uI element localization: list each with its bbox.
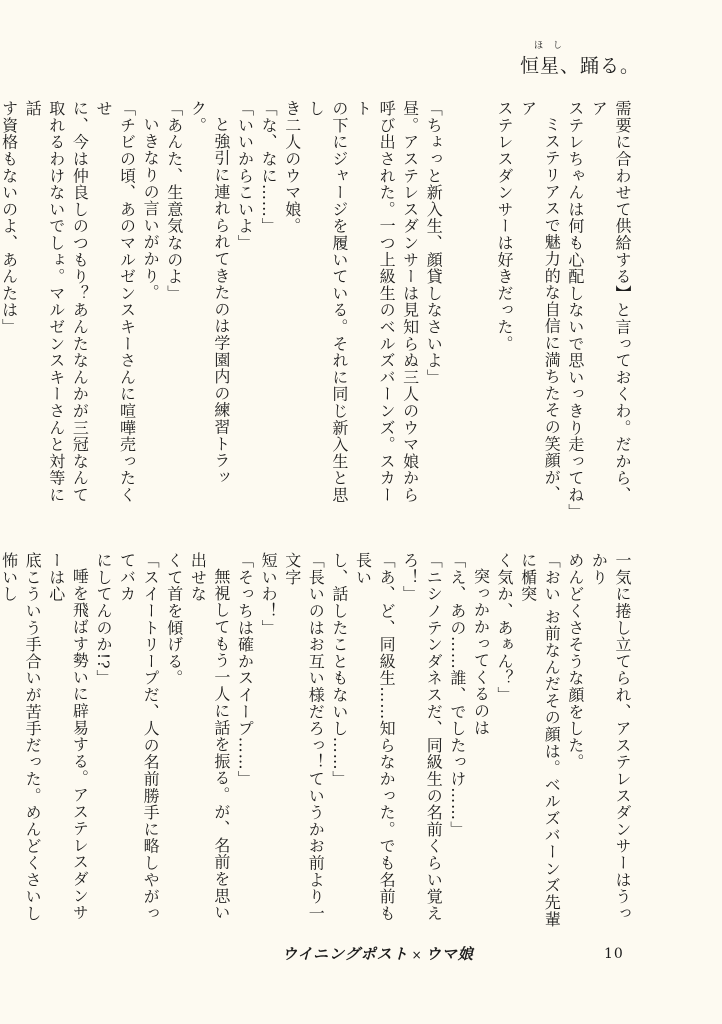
text-column: 昼。アステレスダンサーは見知らぬ三人のウマ娘から [400, 100, 420, 504]
text-column: 短いわ！」 [259, 552, 279, 636]
lower-text-block [0, 552, 634, 934]
text-column: ステレちゃんは何も心配しないで思いっきり走ってね」 [565, 100, 585, 520]
text-column: 「いいからこいよ」 [235, 100, 255, 252]
text-column: 突っかかってくるのは [471, 568, 491, 736]
text-column: し、話したこともないし……」 [329, 552, 349, 788]
text-column: 「ちょっと新入生、顔貸しなさいよ」 [424, 100, 444, 386]
text-column: 取れるわけないでしょ。マルゼンスキーさんと対等に話 [23, 100, 66, 504]
chapter-title-text: 恒星、踊る。 [520, 55, 641, 77]
text-column: く気か、あぁん？」 [495, 552, 515, 704]
text-column: 底こういう手合いが苦手だった。めんどくさいし怖いし [0, 552, 43, 922]
text-column: 一気に捲し立てられ、アステレスダンサーはうっかり [589, 552, 632, 922]
text-column: 「ニシノテンダネスだ、同級生の名前くらい覚えろ！」 [400, 552, 444, 922]
text-column: 唾を飛ばす勢いに辟易する。アステレスダンサーは心 [46, 552, 90, 921]
text-column: にしてんのか!?」 [93, 552, 113, 687]
logo-winning-post: ウイニングポスト [282, 945, 409, 963]
text-column: と強引に連れられてきたのは学園内の練習トラック。 [188, 100, 231, 486]
text-column: 「チビの頃、あのマルゼンスキーさんに喧嘩売ったくせ [93, 100, 137, 504]
text-column: 「スイートリープだ、人の名前勝手に略しやがってバカ [117, 552, 161, 922]
text-column: 「な、なに……」 [259, 100, 279, 235]
upper-text-block [0, 100, 634, 520]
logo-separator: × [411, 948, 423, 962]
text-column: 無視してもう一人に話を振る。が、名前を思い出せな [188, 552, 231, 921]
text-column: めんどくさそうな顔をした。 [565, 552, 585, 771]
text-column: 「長いのはお互い様だろっ！ていうかお前より一文字 [282, 552, 326, 922]
text-column: 呼び出された。一つ上級生のベルズバーンズ。スカート [353, 100, 397, 504]
text-column: ステレスダンサーは好きだった。 [495, 100, 515, 352]
text-column: 「おい お前なんだその顔は。ベルズバーンズ先輩に楯突 [518, 552, 562, 928]
title-ruby: ほし [534, 41, 573, 51]
text-column: 「あんた、生意気なのよ」 [164, 100, 184, 302]
text-column: いきなりの言いがかり。 [141, 116, 161, 301]
text-column [469, 100, 493, 516]
chapter-title [520, 41, 700, 86]
text-column: き二人のウマ娘。 [282, 100, 302, 235]
text-column: 需要に合わせて供給する】と言っておくわ。だから、ア [589, 100, 632, 504]
text-column: くて首を傾げる。 [164, 552, 184, 687]
text-column: ミステリアスで魅力的な自信に満ちたその笑顔が、ア [518, 100, 562, 503]
text-column [445, 100, 469, 516]
text-column: 「え、あの……誰、でしたっけ……」 [447, 552, 467, 838]
page-number: 10 [604, 946, 624, 962]
footer-logo [282, 942, 474, 966]
text-column: す資格もないのよ、あんたは」 [0, 100, 19, 336]
text-column: 「そっちは確かスイープ……」 [235, 552, 255, 788]
logo-umamusume: ウマ娘 [425, 945, 474, 963]
text-column: の下にジャージを履いている。それに同じ新入生と思し [306, 100, 349, 504]
text-column: に、今は仲良しのつもり？あんたなんかが三冠なんて [70, 100, 90, 504]
text-column: 「あ、ど、同級生……知らなかった。でも名前も長い [353, 552, 397, 922]
